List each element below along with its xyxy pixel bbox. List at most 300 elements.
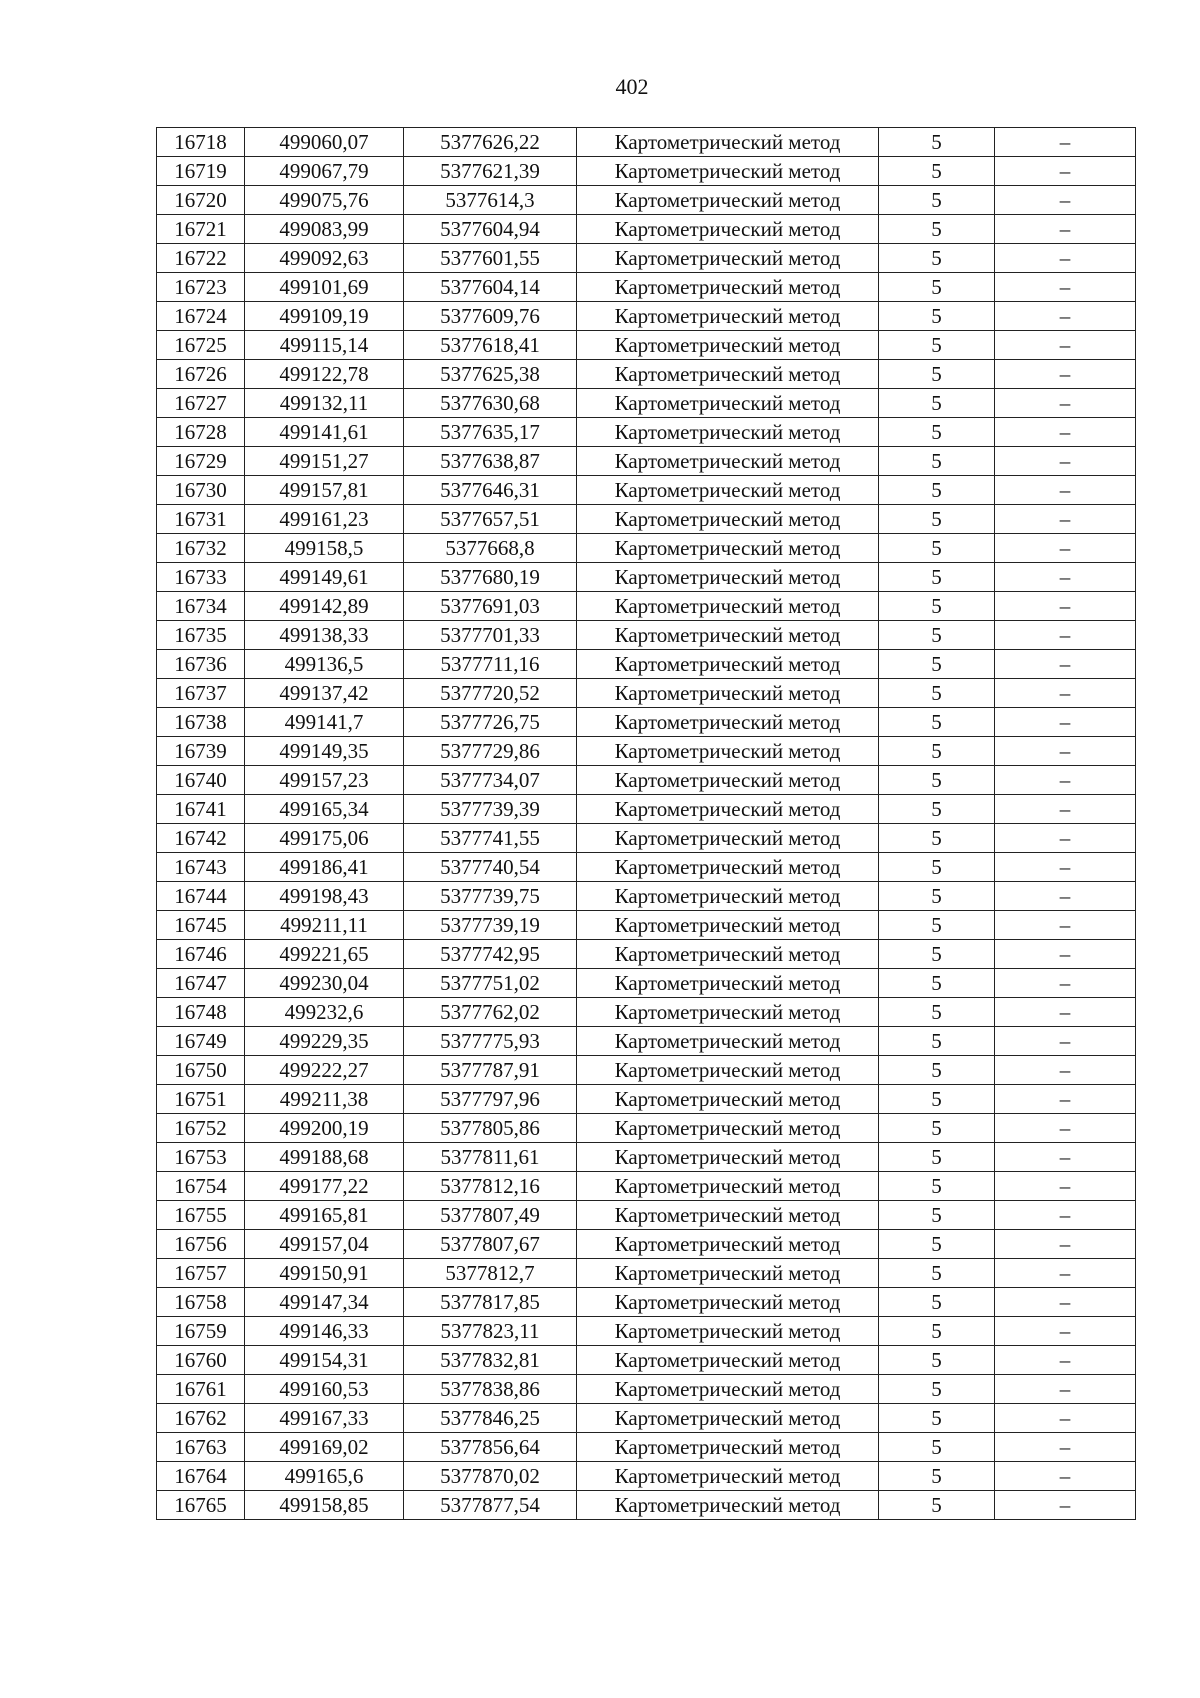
point-number-cell: 16728 bbox=[157, 418, 245, 447]
description-cell: – bbox=[995, 302, 1136, 331]
table-row bbox=[157, 1375, 1136, 1404]
x-coordinate-cell: 499169,02 bbox=[245, 1433, 404, 1462]
y-coordinate-cell: 5377680,19 bbox=[404, 563, 577, 592]
accuracy-cell: 5 bbox=[879, 737, 995, 766]
accuracy-cell: 5 bbox=[879, 592, 995, 621]
y-coordinate-cell: 5377726,75 bbox=[404, 708, 577, 737]
point-number-cell: 16730 bbox=[157, 476, 245, 505]
table-row bbox=[157, 1259, 1136, 1288]
x-coordinate-cell: 499136,5 bbox=[245, 650, 404, 679]
x-coordinate-cell: 499160,53 bbox=[245, 1375, 404, 1404]
accuracy-cell: 5 bbox=[879, 360, 995, 389]
x-coordinate-cell: 499222,27 bbox=[245, 1056, 404, 1085]
x-coordinate-cell: 499177,22 bbox=[245, 1172, 404, 1201]
description-cell: – bbox=[995, 273, 1136, 302]
x-coordinate-cell: 499101,69 bbox=[245, 273, 404, 302]
method-cell: Картометрический метод bbox=[577, 1143, 879, 1172]
y-coordinate-cell: 5377817,85 bbox=[404, 1288, 577, 1317]
x-coordinate-cell: 499188,68 bbox=[245, 1143, 404, 1172]
method-cell: Картометрический метод bbox=[577, 1346, 879, 1375]
x-coordinate-cell: 499158,85 bbox=[245, 1491, 404, 1520]
description-cell: – bbox=[995, 1172, 1136, 1201]
method-cell: Картометрический метод bbox=[577, 360, 879, 389]
point-number-cell: 16759 bbox=[157, 1317, 245, 1346]
point-number-cell: 16762 bbox=[157, 1404, 245, 1433]
x-coordinate-cell: 499165,81 bbox=[245, 1201, 404, 1230]
x-coordinate-cell: 499146,33 bbox=[245, 1317, 404, 1346]
accuracy-cell: 5 bbox=[879, 1404, 995, 1433]
x-coordinate-cell: 499165,6 bbox=[245, 1462, 404, 1491]
accuracy-cell: 5 bbox=[879, 650, 995, 679]
point-number-cell: 16724 bbox=[157, 302, 245, 331]
method-cell: Картометрический метод bbox=[577, 273, 879, 302]
y-coordinate-cell: 5377823,11 bbox=[404, 1317, 577, 1346]
accuracy-cell: 5 bbox=[879, 1201, 995, 1230]
table-row bbox=[157, 969, 1136, 998]
y-coordinate-cell: 5377621,39 bbox=[404, 157, 577, 186]
table-row bbox=[157, 592, 1136, 621]
method-cell: Картометрический метод bbox=[577, 476, 879, 505]
accuracy-cell: 5 bbox=[879, 708, 995, 737]
description-cell: – bbox=[995, 1259, 1136, 1288]
accuracy-cell: 5 bbox=[879, 1143, 995, 1172]
table-body bbox=[157, 128, 1136, 1520]
point-number-cell: 16751 bbox=[157, 1085, 245, 1114]
y-coordinate-cell: 5377838,86 bbox=[404, 1375, 577, 1404]
y-coordinate-cell: 5377657,51 bbox=[404, 505, 577, 534]
table-row bbox=[157, 853, 1136, 882]
description-cell: – bbox=[995, 621, 1136, 650]
x-coordinate-cell: 499138,33 bbox=[245, 621, 404, 650]
table-row bbox=[157, 679, 1136, 708]
accuracy-cell: 5 bbox=[879, 302, 995, 331]
x-coordinate-cell: 499221,65 bbox=[245, 940, 404, 969]
method-cell: Картометрический метод bbox=[577, 505, 879, 534]
method-cell: Картометрический метод bbox=[577, 998, 879, 1027]
accuracy-cell: 5 bbox=[879, 1462, 995, 1491]
point-number-cell: 16745 bbox=[157, 911, 245, 940]
x-coordinate-cell: 499211,38 bbox=[245, 1085, 404, 1114]
y-coordinate-cell: 5377626,22 bbox=[404, 128, 577, 157]
method-cell: Картометрический метод bbox=[577, 1375, 879, 1404]
x-coordinate-cell: 499149,61 bbox=[245, 563, 404, 592]
x-coordinate-cell: 499157,23 bbox=[245, 766, 404, 795]
y-coordinate-cell: 5377812,7 bbox=[404, 1259, 577, 1288]
description-cell: – bbox=[995, 1085, 1136, 1114]
method-cell: Картометрический метод bbox=[577, 1288, 879, 1317]
y-coordinate-cell: 5377630,68 bbox=[404, 389, 577, 418]
accuracy-cell: 5 bbox=[879, 940, 995, 969]
y-coordinate-cell: 5377742,95 bbox=[404, 940, 577, 969]
y-coordinate-cell: 5377691,03 bbox=[404, 592, 577, 621]
description-cell: – bbox=[995, 911, 1136, 940]
point-number-cell: 16741 bbox=[157, 795, 245, 824]
method-cell: Картометрический метод bbox=[577, 331, 879, 360]
x-coordinate-cell: 499142,89 bbox=[245, 592, 404, 621]
accuracy-cell: 5 bbox=[879, 1346, 995, 1375]
point-number-cell: 16718 bbox=[157, 128, 245, 157]
point-number-cell: 16761 bbox=[157, 1375, 245, 1404]
accuracy-cell: 5 bbox=[879, 1172, 995, 1201]
y-coordinate-cell: 5377811,61 bbox=[404, 1143, 577, 1172]
description-cell: – bbox=[995, 882, 1136, 911]
method-cell: Картометрический метод bbox=[577, 157, 879, 186]
table-row bbox=[157, 302, 1136, 331]
description-cell: – bbox=[995, 476, 1136, 505]
table-row bbox=[157, 911, 1136, 940]
description-cell: – bbox=[995, 447, 1136, 476]
method-cell: Картометрический метод bbox=[577, 853, 879, 882]
point-number-cell: 16763 bbox=[157, 1433, 245, 1462]
description-cell: – bbox=[995, 708, 1136, 737]
description-cell: – bbox=[995, 679, 1136, 708]
accuracy-cell: 5 bbox=[879, 882, 995, 911]
point-number-cell: 16723 bbox=[157, 273, 245, 302]
y-coordinate-cell: 5377741,55 bbox=[404, 824, 577, 853]
accuracy-cell: 5 bbox=[879, 331, 995, 360]
description-cell: – bbox=[995, 1404, 1136, 1433]
point-number-cell: 16727 bbox=[157, 389, 245, 418]
description-cell: – bbox=[995, 737, 1136, 766]
point-number-cell: 16748 bbox=[157, 998, 245, 1027]
accuracy-cell: 5 bbox=[879, 824, 995, 853]
x-coordinate-cell: 499186,41 bbox=[245, 853, 404, 882]
point-number-cell: 16743 bbox=[157, 853, 245, 882]
point-number-cell: 16760 bbox=[157, 1346, 245, 1375]
description-cell: – bbox=[995, 1201, 1136, 1230]
description-cell: – bbox=[995, 186, 1136, 215]
accuracy-cell: 5 bbox=[879, 998, 995, 1027]
method-cell: Картометрический метод bbox=[577, 302, 879, 331]
point-number-cell: 16719 bbox=[157, 157, 245, 186]
point-number-cell: 16735 bbox=[157, 621, 245, 650]
description-cell: – bbox=[995, 360, 1136, 389]
y-coordinate-cell: 5377635,17 bbox=[404, 418, 577, 447]
point-number-cell: 16747 bbox=[157, 969, 245, 998]
accuracy-cell: 5 bbox=[879, 505, 995, 534]
accuracy-cell: 5 bbox=[879, 1259, 995, 1288]
x-coordinate-cell: 499165,34 bbox=[245, 795, 404, 824]
point-number-cell: 16732 bbox=[157, 534, 245, 563]
y-coordinate-cell: 5377601,55 bbox=[404, 244, 577, 273]
description-cell: – bbox=[995, 766, 1136, 795]
table-row bbox=[157, 244, 1136, 273]
point-number-cell: 16726 bbox=[157, 360, 245, 389]
description-cell: – bbox=[995, 1143, 1136, 1172]
x-coordinate-cell: 499200,19 bbox=[245, 1114, 404, 1143]
table-row bbox=[157, 737, 1136, 766]
method-cell: Картометрический метод bbox=[577, 1230, 879, 1259]
x-coordinate-cell: 499157,04 bbox=[245, 1230, 404, 1259]
x-coordinate-cell: 499150,91 bbox=[245, 1259, 404, 1288]
accuracy-cell: 5 bbox=[879, 1375, 995, 1404]
method-cell: Картометрический метод bbox=[577, 795, 879, 824]
x-coordinate-cell: 499141,61 bbox=[245, 418, 404, 447]
method-cell: Картометрический метод bbox=[577, 940, 879, 969]
accuracy-cell: 5 bbox=[879, 795, 995, 824]
x-coordinate-cell: 499230,04 bbox=[245, 969, 404, 998]
method-cell: Картометрический метод bbox=[577, 418, 879, 447]
table-row bbox=[157, 708, 1136, 737]
point-number-cell: 16721 bbox=[157, 215, 245, 244]
point-number-cell: 16720 bbox=[157, 186, 245, 215]
x-coordinate-cell: 499158,5 bbox=[245, 534, 404, 563]
method-cell: Картометрический метод bbox=[577, 1114, 879, 1143]
y-coordinate-cell: 5377807,49 bbox=[404, 1201, 577, 1230]
accuracy-cell: 5 bbox=[879, 244, 995, 273]
description-cell: – bbox=[995, 853, 1136, 882]
description-cell: – bbox=[995, 1433, 1136, 1462]
y-coordinate-cell: 5377701,33 bbox=[404, 621, 577, 650]
y-coordinate-cell: 5377740,54 bbox=[404, 853, 577, 882]
table-row bbox=[157, 1172, 1136, 1201]
method-cell: Картометрический метод bbox=[577, 244, 879, 273]
accuracy-cell: 5 bbox=[879, 1288, 995, 1317]
method-cell: Картометрический метод bbox=[577, 1056, 879, 1085]
method-cell: Картометрический метод bbox=[577, 1172, 879, 1201]
accuracy-cell: 5 bbox=[879, 534, 995, 563]
table-row bbox=[157, 447, 1136, 476]
description-cell: – bbox=[995, 650, 1136, 679]
table-row bbox=[157, 1462, 1136, 1491]
point-number-cell: 16750 bbox=[157, 1056, 245, 1085]
method-cell: Картометрический метод bbox=[577, 592, 879, 621]
y-coordinate-cell: 5377604,14 bbox=[404, 273, 577, 302]
coordinates-table bbox=[156, 127, 1136, 1520]
point-number-cell: 16753 bbox=[157, 1143, 245, 1172]
accuracy-cell: 5 bbox=[879, 766, 995, 795]
y-coordinate-cell: 5377870,02 bbox=[404, 1462, 577, 1491]
x-coordinate-cell: 499132,11 bbox=[245, 389, 404, 418]
table-row bbox=[157, 1114, 1136, 1143]
description-cell: – bbox=[995, 1491, 1136, 1520]
page-number: 402 bbox=[615, 74, 649, 99]
point-number-cell: 16754 bbox=[157, 1172, 245, 1201]
table-row bbox=[157, 998, 1136, 1027]
description-cell: – bbox=[995, 1375, 1136, 1404]
y-coordinate-cell: 5377625,38 bbox=[404, 360, 577, 389]
y-coordinate-cell: 5377787,91 bbox=[404, 1056, 577, 1085]
x-coordinate-cell: 499075,76 bbox=[245, 186, 404, 215]
accuracy-cell: 5 bbox=[879, 215, 995, 244]
accuracy-cell: 5 bbox=[879, 418, 995, 447]
description-cell: – bbox=[995, 795, 1136, 824]
accuracy-cell: 5 bbox=[879, 969, 995, 998]
method-cell: Картометрический метод bbox=[577, 1317, 879, 1346]
accuracy-cell: 5 bbox=[879, 186, 995, 215]
point-number-cell: 16755 bbox=[157, 1201, 245, 1230]
method-cell: Картометрический метод bbox=[577, 737, 879, 766]
y-coordinate-cell: 5377812,16 bbox=[404, 1172, 577, 1201]
x-coordinate-cell: 499092,63 bbox=[245, 244, 404, 273]
accuracy-cell: 5 bbox=[879, 911, 995, 940]
x-coordinate-cell: 499232,6 bbox=[245, 998, 404, 1027]
table-row bbox=[157, 186, 1136, 215]
method-cell: Картометрический метод bbox=[577, 708, 879, 737]
point-number-cell: 16725 bbox=[157, 331, 245, 360]
point-number-cell: 16757 bbox=[157, 1259, 245, 1288]
x-coordinate-cell: 499149,35 bbox=[245, 737, 404, 766]
table-row bbox=[157, 1143, 1136, 1172]
x-coordinate-cell: 499060,07 bbox=[245, 128, 404, 157]
y-coordinate-cell: 5377797,96 bbox=[404, 1085, 577, 1114]
description-cell: – bbox=[995, 1288, 1136, 1317]
table-row bbox=[157, 1433, 1136, 1462]
table-row bbox=[157, 1230, 1136, 1259]
table-row bbox=[157, 1317, 1136, 1346]
accuracy-cell: 5 bbox=[879, 853, 995, 882]
accuracy-cell: 5 bbox=[879, 621, 995, 650]
method-cell: Картометрический метод bbox=[577, 1259, 879, 1288]
method-cell: Картометрический метод bbox=[577, 1201, 879, 1230]
point-number-cell: 16742 bbox=[157, 824, 245, 853]
point-number-cell: 16752 bbox=[157, 1114, 245, 1143]
accuracy-cell: 5 bbox=[879, 128, 995, 157]
x-coordinate-cell: 499157,81 bbox=[245, 476, 404, 505]
table-row bbox=[157, 621, 1136, 650]
point-number-cell: 16756 bbox=[157, 1230, 245, 1259]
table-row bbox=[157, 650, 1136, 679]
y-coordinate-cell: 5377618,41 bbox=[404, 331, 577, 360]
point-number-cell: 16736 bbox=[157, 650, 245, 679]
method-cell: Картометрический метод bbox=[577, 563, 879, 592]
description-cell: – bbox=[995, 331, 1136, 360]
point-number-cell: 16764 bbox=[157, 1462, 245, 1491]
x-coordinate-cell: 499211,11 bbox=[245, 911, 404, 940]
table-row bbox=[157, 1491, 1136, 1520]
table-row bbox=[157, 1085, 1136, 1114]
description-cell: – bbox=[995, 1346, 1136, 1375]
y-coordinate-cell: 5377729,86 bbox=[404, 737, 577, 766]
point-number-cell: 16734 bbox=[157, 592, 245, 621]
method-cell: Картометрический метод bbox=[577, 1491, 879, 1520]
x-coordinate-cell: 499115,14 bbox=[245, 331, 404, 360]
point-number-cell: 16722 bbox=[157, 244, 245, 273]
method-cell: Картометрический метод bbox=[577, 882, 879, 911]
x-coordinate-cell: 499198,43 bbox=[245, 882, 404, 911]
description-cell: – bbox=[995, 505, 1136, 534]
description-cell: – bbox=[995, 1230, 1136, 1259]
table-row bbox=[157, 824, 1136, 853]
accuracy-cell: 5 bbox=[879, 1317, 995, 1346]
point-number-cell: 16731 bbox=[157, 505, 245, 534]
x-coordinate-cell: 499229,35 bbox=[245, 1027, 404, 1056]
x-coordinate-cell: 499161,23 bbox=[245, 505, 404, 534]
table-row bbox=[157, 215, 1136, 244]
description-cell: – bbox=[995, 157, 1136, 186]
x-coordinate-cell: 499141,7 bbox=[245, 708, 404, 737]
description-cell: – bbox=[995, 1462, 1136, 1491]
description-cell: – bbox=[995, 563, 1136, 592]
table-row bbox=[157, 1201, 1136, 1230]
point-number-cell: 16746 bbox=[157, 940, 245, 969]
x-coordinate-cell: 499067,79 bbox=[245, 157, 404, 186]
method-cell: Картометрический метод bbox=[577, 1433, 879, 1462]
description-cell: – bbox=[995, 940, 1136, 969]
y-coordinate-cell: 5377614,3 bbox=[404, 186, 577, 215]
description-cell: – bbox=[995, 389, 1136, 418]
x-coordinate-cell: 499137,42 bbox=[245, 679, 404, 708]
table-row bbox=[157, 389, 1136, 418]
table-row bbox=[157, 476, 1136, 505]
method-cell: Картометрический метод bbox=[577, 1404, 879, 1433]
method-cell: Картометрический метод bbox=[577, 969, 879, 998]
y-coordinate-cell: 5377720,52 bbox=[404, 679, 577, 708]
accuracy-cell: 5 bbox=[879, 1114, 995, 1143]
accuracy-cell: 5 bbox=[879, 1085, 995, 1114]
description-cell: – bbox=[995, 244, 1136, 273]
method-cell: Картометрический метод bbox=[577, 1085, 879, 1114]
y-coordinate-cell: 5377734,07 bbox=[404, 766, 577, 795]
x-coordinate-cell: 499122,78 bbox=[245, 360, 404, 389]
accuracy-cell: 5 bbox=[879, 389, 995, 418]
x-coordinate-cell: 499167,33 bbox=[245, 1404, 404, 1433]
method-cell: Картометрический метод bbox=[577, 186, 879, 215]
method-cell: Картометрический метод bbox=[577, 650, 879, 679]
description-cell: – bbox=[995, 1056, 1136, 1085]
y-coordinate-cell: 5377739,39 bbox=[404, 795, 577, 824]
point-number-cell: 16729 bbox=[157, 447, 245, 476]
table-row bbox=[157, 331, 1136, 360]
point-number-cell: 16758 bbox=[157, 1288, 245, 1317]
y-coordinate-cell: 5377805,86 bbox=[404, 1114, 577, 1143]
y-coordinate-cell: 5377609,76 bbox=[404, 302, 577, 331]
y-coordinate-cell: 5377846,25 bbox=[404, 1404, 577, 1433]
description-cell: – bbox=[995, 1317, 1136, 1346]
accuracy-cell: 5 bbox=[879, 1056, 995, 1085]
method-cell: Картометрический метод bbox=[577, 128, 879, 157]
table-row bbox=[157, 1288, 1136, 1317]
description-cell: – bbox=[995, 1027, 1136, 1056]
description-cell: – bbox=[995, 592, 1136, 621]
table-row bbox=[157, 766, 1136, 795]
y-coordinate-cell: 5377646,31 bbox=[404, 476, 577, 505]
table-row bbox=[157, 1027, 1136, 1056]
y-coordinate-cell: 5377711,16 bbox=[404, 650, 577, 679]
accuracy-cell: 5 bbox=[879, 679, 995, 708]
table-row bbox=[157, 360, 1136, 389]
y-coordinate-cell: 5377856,64 bbox=[404, 1433, 577, 1462]
table-row bbox=[157, 1346, 1136, 1375]
description-cell: – bbox=[995, 998, 1136, 1027]
accuracy-cell: 5 bbox=[879, 157, 995, 186]
y-coordinate-cell: 5377604,94 bbox=[404, 215, 577, 244]
method-cell: Картометрический метод bbox=[577, 911, 879, 940]
accuracy-cell: 5 bbox=[879, 1027, 995, 1056]
method-cell: Картометрический метод bbox=[577, 1027, 879, 1056]
table-row bbox=[157, 418, 1136, 447]
x-coordinate-cell: 499154,31 bbox=[245, 1346, 404, 1375]
description-cell: – bbox=[995, 215, 1136, 244]
accuracy-cell: 5 bbox=[879, 447, 995, 476]
accuracy-cell: 5 bbox=[879, 476, 995, 505]
y-coordinate-cell: 5377775,93 bbox=[404, 1027, 577, 1056]
table-row bbox=[157, 563, 1136, 592]
y-coordinate-cell: 5377762,02 bbox=[404, 998, 577, 1027]
method-cell: Картометрический метод bbox=[577, 1462, 879, 1491]
table-row bbox=[157, 940, 1136, 969]
description-cell: – bbox=[995, 418, 1136, 447]
description-cell: – bbox=[995, 128, 1136, 157]
x-coordinate-cell: 499151,27 bbox=[245, 447, 404, 476]
accuracy-cell: 5 bbox=[879, 1433, 995, 1462]
table-row bbox=[157, 1404, 1136, 1433]
point-number-cell: 16744 bbox=[157, 882, 245, 911]
accuracy-cell: 5 bbox=[879, 563, 995, 592]
method-cell: Картометрический метод bbox=[577, 215, 879, 244]
y-coordinate-cell: 5377668,8 bbox=[404, 534, 577, 563]
point-number-cell: 16739 bbox=[157, 737, 245, 766]
